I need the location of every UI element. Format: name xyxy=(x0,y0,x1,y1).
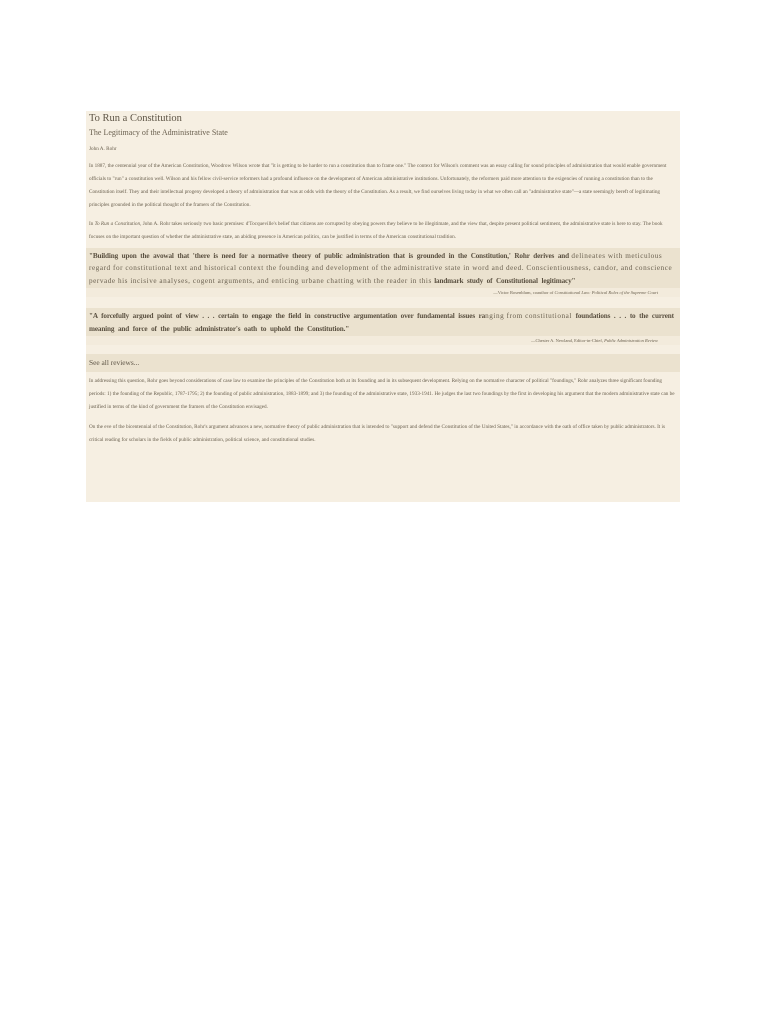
review-quote-2 xyxy=(86,308,680,336)
description-paragraph-4: On the eve of the bicentennial of the Constitution, Rohr's argument advances a new, normative theory of public administration that is intended to "support and defend the Constitution of the United States," in accordance with the oath of office taken by public administrators. It is critical reading for scholars in the fields of public administration, political science, and constitutional studies. xyxy=(89,424,665,444)
review-attribution-2 xyxy=(86,336,680,345)
book-author: John A. Rohr xyxy=(89,146,117,152)
reviewer-name-2: —Chester A. Newland, Editor-in-Chief, xyxy=(531,338,605,344)
review-attribution-1 xyxy=(86,288,680,297)
see-all-reviews-link[interactable]: See all reviews... xyxy=(86,354,680,372)
review-quote-2-emphasis: "A forcefully argued point of view . . . certain to engage the field in constructive argumentation over fundamental issues ra xyxy=(89,312,486,321)
book-description-card xyxy=(86,111,680,502)
description-paragraph-2 xyxy=(89,218,677,244)
review-quote-1-emphasis-end: landmark study of Constitutional legitimacy" xyxy=(434,276,576,285)
reviewer-work-2: Public Administration Review xyxy=(604,338,658,344)
review-quote-1-emphasis: "Building upon the avowal that 'there is need for a normative theory of public administration that is grounded in the Constitution,' Rohr derives and xyxy=(89,252,569,260)
reviewer-name-1: —Victor Rosenblum, coauthor of xyxy=(493,290,555,296)
paragraph-2-rest: , John A. Rohr takes seriously two basic premises: d'Tocqueville's belief that citizens are corrupted by obeying powers they believe to be illegitimate, and the view that, despite present political sentiment, the administrative state is here to stay. The book focuses on the important question of whether the administrative state, an abiding presence in American politics, can be justified in terms of the American constitutional tradition. xyxy=(89,221,663,240)
book-title-italic: To Run a Constitution xyxy=(94,221,141,227)
paragraph-2-lead: In xyxy=(89,221,95,227)
description-paragraph-3: In addressing this question, Rohr goes beyond considerations of case law to examine the principles of the Constitution both at its founding and in its subsequent development. Relying on the normative character of political "foundings," Rohr analyzes three significant founding periods: 1) the founding of the Republic, 1787-1795; 2) the founding of public administration, 1883-1899; and 3) the founding of the administrative state, 1933-1941. He judges the last two foundings by the first in developing his argument that the modern administrative state can be justified in terms of the kind of government the framers of the Constitution envisaged. xyxy=(89,378,675,411)
book-title: To Run a Constitution xyxy=(89,113,182,124)
review-quote-1-text: delineates with meticulous regard for constitutional text and historical context the founding and development of the administrative state in word and deed. Conscientiousness, candor, and conscience pervade his incisive analyses, cogent arguments, and enticing urbane chatting with the reader in this xyxy=(89,252,673,285)
book-subtitle: The Legitimacy of the Administrative State xyxy=(89,128,228,137)
description-paragraph-1: In 1887, the centennial year of the American Constitution, Woodrow Wilson wrote that "it is getting to be harder to run a constitution than to frame one." The context for Wilson's comment was an essay calling for sound principles of administration that would enable government officials to "run" a constitution well. Wilson and his fellow civil-service reformers had a profound influence on the development of American administrative institutions. Unfortunately, the reformers paid more attention to the exigencies of running a constitution than to the Constitution itself. They and their intellectual progeny developed a theory of administration that was at odds with the theory of the Constitution. As a result, we find ourselves living today in what we often call an "administrative state"—a state seemingly bereft of legitimating principles grounded in the political thought of the framers of the Constitution. xyxy=(89,163,667,208)
review-quote-1 xyxy=(86,248,680,288)
review-quote-2-text: nging from constitutional xyxy=(485,312,572,321)
reviewer-work-1: Constitutional Law: Political Roles of the Supreme Court xyxy=(554,290,658,296)
review-quote-2-emphasis-end: foundations . . . to the current meaning and force of the public administrator's oath to uphold the Constitution." xyxy=(89,312,674,333)
